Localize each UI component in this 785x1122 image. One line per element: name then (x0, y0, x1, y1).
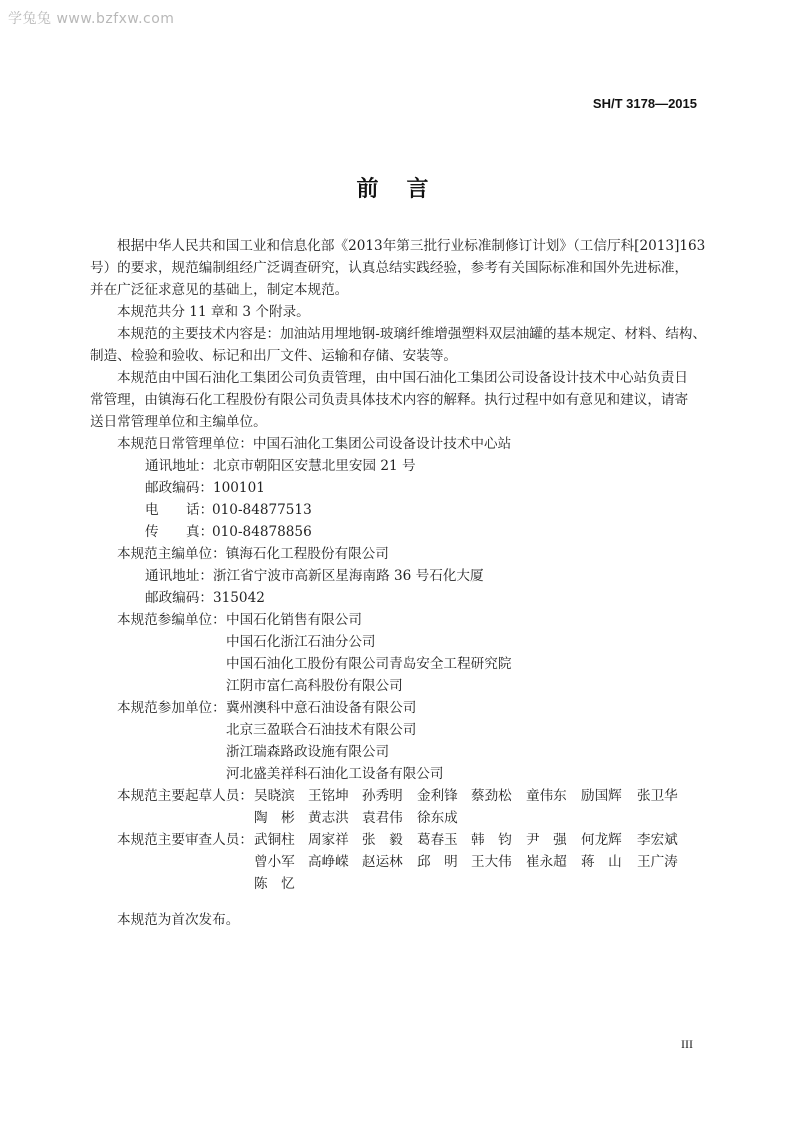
co-editor-unit: 中国石化销售有限公司 (226, 612, 362, 628)
chief-editor-unit: 本规范主编单位：镇海石化工程股份有限公司 (117, 546, 389, 562)
paragraph-line: 本规范由中国石油化工集团公司负责管理，由中国石油化工集团公司设备设计技术中心站负责日 (117, 370, 688, 386)
reviewer-name: 周家祥 (308, 832, 349, 848)
reviewer-name: 赵运林 (362, 854, 403, 870)
co-editor-label: 本规范参编单位： (117, 612, 226, 628)
reviewer-name: 邱 明 (417, 854, 458, 870)
management-phone-label2: 话： (186, 502, 214, 518)
participant-unit: 北京三盈联合石油技术有限公司 (226, 722, 417, 738)
drafter-name: 袁君伟 (362, 810, 403, 826)
management-unit: 本规范日常管理单位：中国石油化工集团公司设备设计技术中心站 (117, 436, 512, 452)
reviewer-name: 李宏斌 (637, 832, 678, 848)
reviewer-name: 何龙辉 (581, 832, 622, 848)
paragraph-line: 本规范共分 11 章和 3 个附录。 (117, 304, 310, 320)
drafter-name: 张卫华 (637, 788, 678, 804)
drafter-name: 王铭坤 (308, 788, 349, 804)
reviewer-name: 蒋 山 (581, 854, 622, 870)
reviewer-name: 尹 强 (526, 832, 567, 848)
drafter-name: 金利锋 (417, 788, 458, 804)
reviewer-name: 王大伟 (471, 854, 512, 870)
paragraph-line: 号）的要求，规范编制组经广泛调查研究，认真总结实践经验，参考有关国际标准和国外先进标准， (90, 260, 689, 276)
paragraph-line: 根据中华人民共和国工业和信息化部《2013年第三批行业标准制修订计划》（工信厅科[2013]163 (117, 238, 706, 254)
management-phone-label: 电 (145, 502, 159, 518)
reviewer-name: 韩 钧 (471, 832, 512, 848)
page-number: III (681, 1037, 693, 1051)
paragraph-line: 送日常管理单位和主编单位。 (90, 414, 267, 430)
standard-code: SH/T 3178—2015 (592, 96, 697, 111)
chief-editor-postcode: 邮政编码：315042 (145, 590, 265, 606)
drafter-name: 徐东成 (417, 810, 458, 826)
drafter-name: 励国辉 (581, 788, 622, 804)
reviewer-name: 武铜柱 (254, 832, 295, 848)
watermark: 学兔兔 www.bzfxw.com (8, 11, 175, 27)
reviewer-name: 陈 忆 (254, 876, 295, 892)
co-editor-unit: 中国石油化工股份有限公司青岛安全工程研究院 (226, 656, 512, 672)
paragraph-line: 本规范的主要技术内容是：加油站用埋地钢-玻璃纤维增强塑料双层油罐的基本规定、材料、结构、 (117, 326, 707, 342)
drafter-name: 吴晓滨 (254, 788, 295, 804)
co-editor-unit: 江阴市富仁高科股份有限公司 (226, 678, 403, 694)
participant-label: 本规范参加单位： (117, 700, 226, 716)
drafter-name: 童伟东 (526, 788, 567, 804)
paragraph-line: 制造、检验和验收、标记和出厂文件、运输和存储、安装等。 (90, 348, 458, 364)
management-fax-label2: 真： (186, 524, 214, 540)
release-statement: 本规范为首次发布。 (117, 912, 240, 928)
reviewers-label: 本规范主要审查人员： (117, 832, 253, 848)
reviewer-name: 高峥嵘 (308, 854, 349, 870)
chief-editor-address: 通讯地址：浙江省宁波市高新区星海南路 36 号石化大厦 (145, 568, 484, 584)
reviewer-name: 王广涛 (637, 854, 678, 870)
reviewer-name: 张 毅 (362, 832, 403, 848)
drafter-name: 黄志洪 (308, 810, 349, 826)
participant-unit: 浙江瑞森路政设施有限公司 (226, 744, 390, 760)
participant-unit: 河北盛美祥科石油化工设备有限公司 (226, 766, 444, 782)
reviewer-name: 崔永超 (526, 854, 567, 870)
drafter-name: 蔡劲松 (471, 788, 512, 804)
co-editor-unit: 中国石化浙江石油分公司 (226, 634, 376, 650)
drafter-name: 孙秀明 (362, 788, 403, 804)
management-address: 通讯地址：北京市朝阳区安慧北里安园 21 号 (145, 458, 416, 474)
reviewer-name: 曾小军 (254, 854, 295, 870)
management-phone: 010-84877513 (212, 502, 312, 518)
paragraph-line: 常管理，由镇海石化工程股份有限公司负责具体技术内容的解释。执行过程中如有意见和建议，请寄 (90, 392, 689, 408)
management-postcode: 邮政编码：100101 (145, 480, 265, 496)
paragraph-line: 并在广泛征求意见的基础上，制定本规范。 (90, 282, 349, 298)
drafters-label: 本规范主要起草人员： (117, 788, 253, 804)
drafter-name: 陶 彬 (254, 810, 295, 826)
participant-unit: 冀州澳科中意石油设备有限公司 (226, 700, 417, 716)
page-title: 前言 (356, 177, 457, 202)
management-fax: 010-84878856 (212, 524, 312, 540)
reviewer-name: 葛春玉 (417, 832, 458, 848)
management-fax-label: 传 (145, 524, 159, 540)
